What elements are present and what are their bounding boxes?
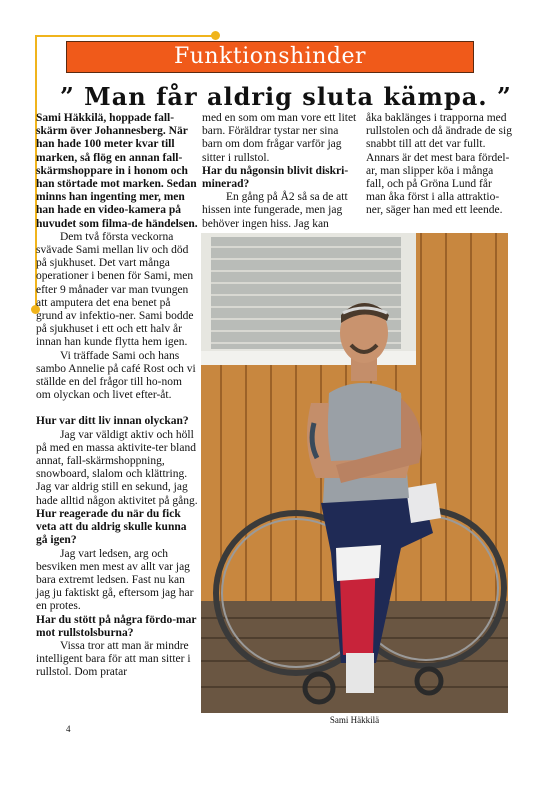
interview-answer: En gång på Å2 så sa de att hissen inte fungerade, men jag behöver ingen hiss. Jag kan — [202, 191, 348, 230]
interview-question: Har du stött på några fördo-mar mot rullstolsburna? — [36, 613, 197, 639]
decorative-line-horizontal — [35, 35, 215, 37]
article-column-2 — [202, 112, 358, 231]
paragraph: Dem två första veckorna svävade Sami mellan liv och död på sjukhuset. Det vart många operationer i benen för Sami, men efter 9 månader var man tvungen att amputera det ena benet på grund av infektio-ner. Sami bodde på sjukhuset i ett och ett halv år innan han kunde flytta hem igen. — [36, 230, 194, 349]
interview-question: Har du någonsin blivit diskri-minerad? — [202, 164, 349, 191]
paragraph: Vi träffade Sami och hans sambo Annelie på café Rost och vi ställde en del frågor till ho-nom om olyckan och livet efter-åt. — [36, 349, 196, 402]
interview-question: Hur reagerade du när du fick veta att du aldrig skulle kunna gå igen? — [36, 507, 187, 547]
paragraph: åka baklänges i trapporna med rullstolen och då ändrade de sig snabbt till att det var fullt. Annars är det mest bara fördel-ar, man slipper köa i många fall, och på Gröna Lund får man åka först i alla attraktio-ner, säger han med ett leende. — [366, 112, 512, 217]
photo-caption: Sami Häkkilä — [329, 715, 380, 725]
article-column-1 — [36, 112, 199, 680]
interview-answer: Jag vart ledsen, arg och besviken men mest av allt var jag bara extremt ledsen. Fast nu kan jag ju faktiskt gå, eftersom jag har en protes. — [36, 547, 194, 613]
interview-answer: Jag var väldigt aktiv och höll på med en massa aktivite-ter bland annat, fall-skärmshoppning, snowboard, slalom och klättring. Jag var aldrig still en sekund, jag hade alltid någon aktivitet på gång. — [36, 428, 198, 507]
article-intro: Sami Häkkilä, hoppade fall-skärm över Johannesberg. När han hade 100 meter kvar till marken, så flög en annan fall-skärmshoppare in i honom och han störtade mot marken. Sedan minns han ingenting mer, men han hade en video-kamera på huvudet som filma-de händelsen. — [36, 112, 198, 230]
section-banner: Funktionshinder — [66, 41, 474, 73]
article-column-3 — [366, 112, 514, 218]
paragraph: med en som om man vore ett litet barn. Föräldrar tystar ner sina barn om dom frågar varför jag sitter i rullstol. — [202, 112, 357, 164]
decorative-dot — [211, 31, 220, 40]
interview-question: Hur var ditt liv innan olyckan? — [36, 415, 189, 428]
man-in-wheelchair-photo — [201, 233, 508, 713]
page-number: 4 — [66, 724, 71, 734]
article-headline: ” Man får aldrig sluta kämpa. ” — [60, 82, 512, 111]
interview-answer: Vissa tror att man är mindre intelligent bara för att man sitter i rullstol. Dom pratar — [36, 639, 191, 679]
